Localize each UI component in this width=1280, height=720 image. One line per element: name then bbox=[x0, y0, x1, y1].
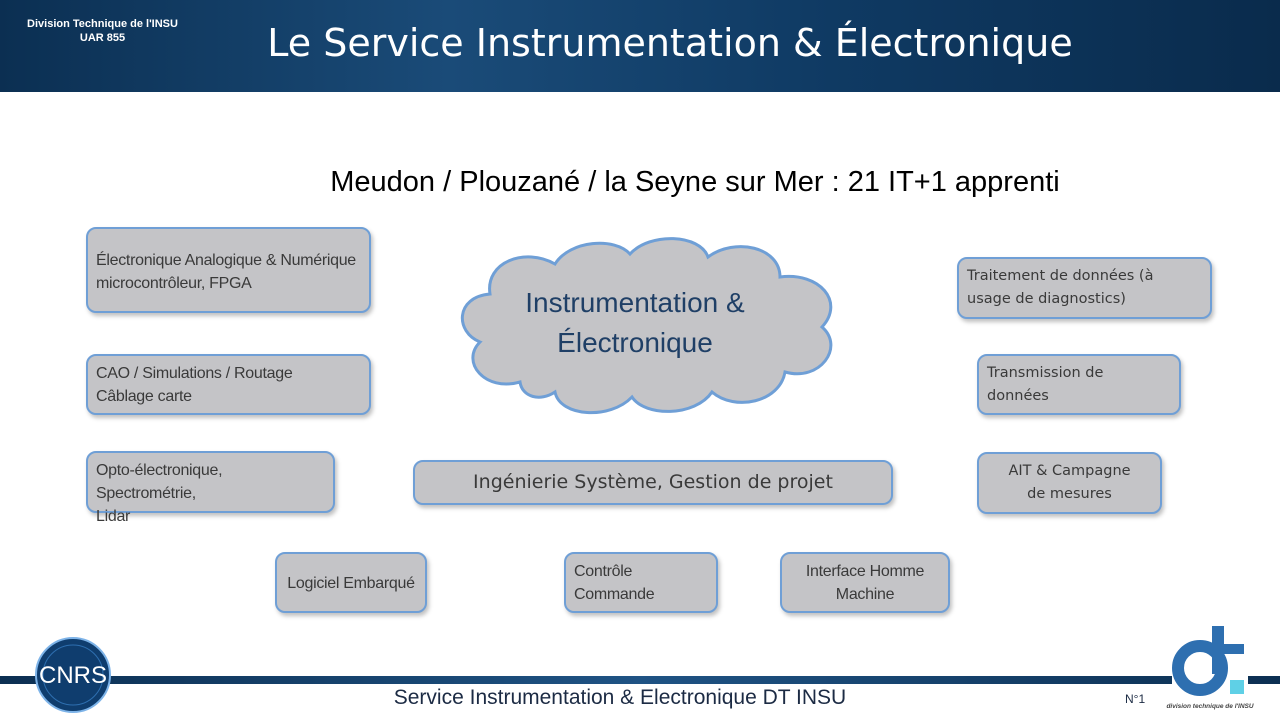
cnrs-logo bbox=[34, 636, 112, 714]
box-text-line2: de mesures bbox=[1027, 486, 1112, 502]
box-text-line2: Commande bbox=[574, 586, 655, 603]
org-label bbox=[10, 17, 195, 45]
box-opto bbox=[86, 451, 335, 525]
box-text-line1: Opto-électronique, Spectrométrie, bbox=[96, 462, 223, 502]
box-text-line1: Interface Homme bbox=[805, 563, 925, 580]
box-text-line1: Transmission de bbox=[987, 365, 1104, 381]
box-text-line2: Câblage carte bbox=[96, 388, 192, 405]
box-traitement bbox=[957, 257, 1212, 319]
footer-band bbox=[0, 676, 1280, 684]
box-electronique-analogique bbox=[86, 227, 371, 313]
cloud-line1: Instrumentation & bbox=[525, 287, 745, 318]
header-banner bbox=[0, 0, 1280, 92]
box-ingenierie: Ingénierie Système, Gestion de projet bbox=[413, 460, 893, 505]
box-transmission bbox=[977, 354, 1181, 415]
box-cao bbox=[86, 354, 371, 415]
box-text-line1: CAO / Simulations / Routage bbox=[96, 365, 293, 382]
box-text-line1: Contrôle bbox=[574, 563, 633, 580]
footer-text: Service Instrumentation & Electronique DT INSU bbox=[393, 686, 847, 709]
box-text-line2: Lidar bbox=[96, 508, 131, 525]
box-text-line2: usage de diagnostics) bbox=[967, 291, 1126, 307]
box-text-line1: AIT & Campagne bbox=[1008, 463, 1131, 479]
page-number: N°1 bbox=[1125, 692, 1146, 706]
slide-title: Le Service Instrumentation & Électronique bbox=[267, 21, 1073, 65]
slide-subtitle: Meudon / Plouzané / la Seyne sur Mer : 21 IT+1 apprenti bbox=[330, 166, 1060, 198]
box-text-line1: Électronique Analogique & Numérique bbox=[96, 252, 356, 269]
org-line1: Division Technique de l'INSU bbox=[27, 18, 178, 30]
dt-logo-text: division technique de l'INSU bbox=[1166, 703, 1254, 710]
cloud-line2: Électronique bbox=[557, 327, 713, 358]
box-controle bbox=[564, 552, 718, 613]
box-ihm bbox=[780, 552, 950, 613]
box-text-line2: Machine bbox=[835, 586, 895, 603]
org-line2: UAR 855 bbox=[79, 32, 126, 44]
box-text-line2: microcontrôleur, FPGA bbox=[96, 275, 252, 292]
box-text-line1: Traitement de données (à bbox=[967, 268, 1154, 284]
box-logiciel: Logiciel Embarqué bbox=[275, 552, 427, 613]
box-ait bbox=[977, 452, 1162, 514]
cloud-label bbox=[480, 283, 790, 363]
box-text-line2: données bbox=[987, 388, 1049, 404]
dt-logo bbox=[1166, 622, 1254, 720]
cnrs-logo-text: CNRS bbox=[38, 662, 108, 689]
